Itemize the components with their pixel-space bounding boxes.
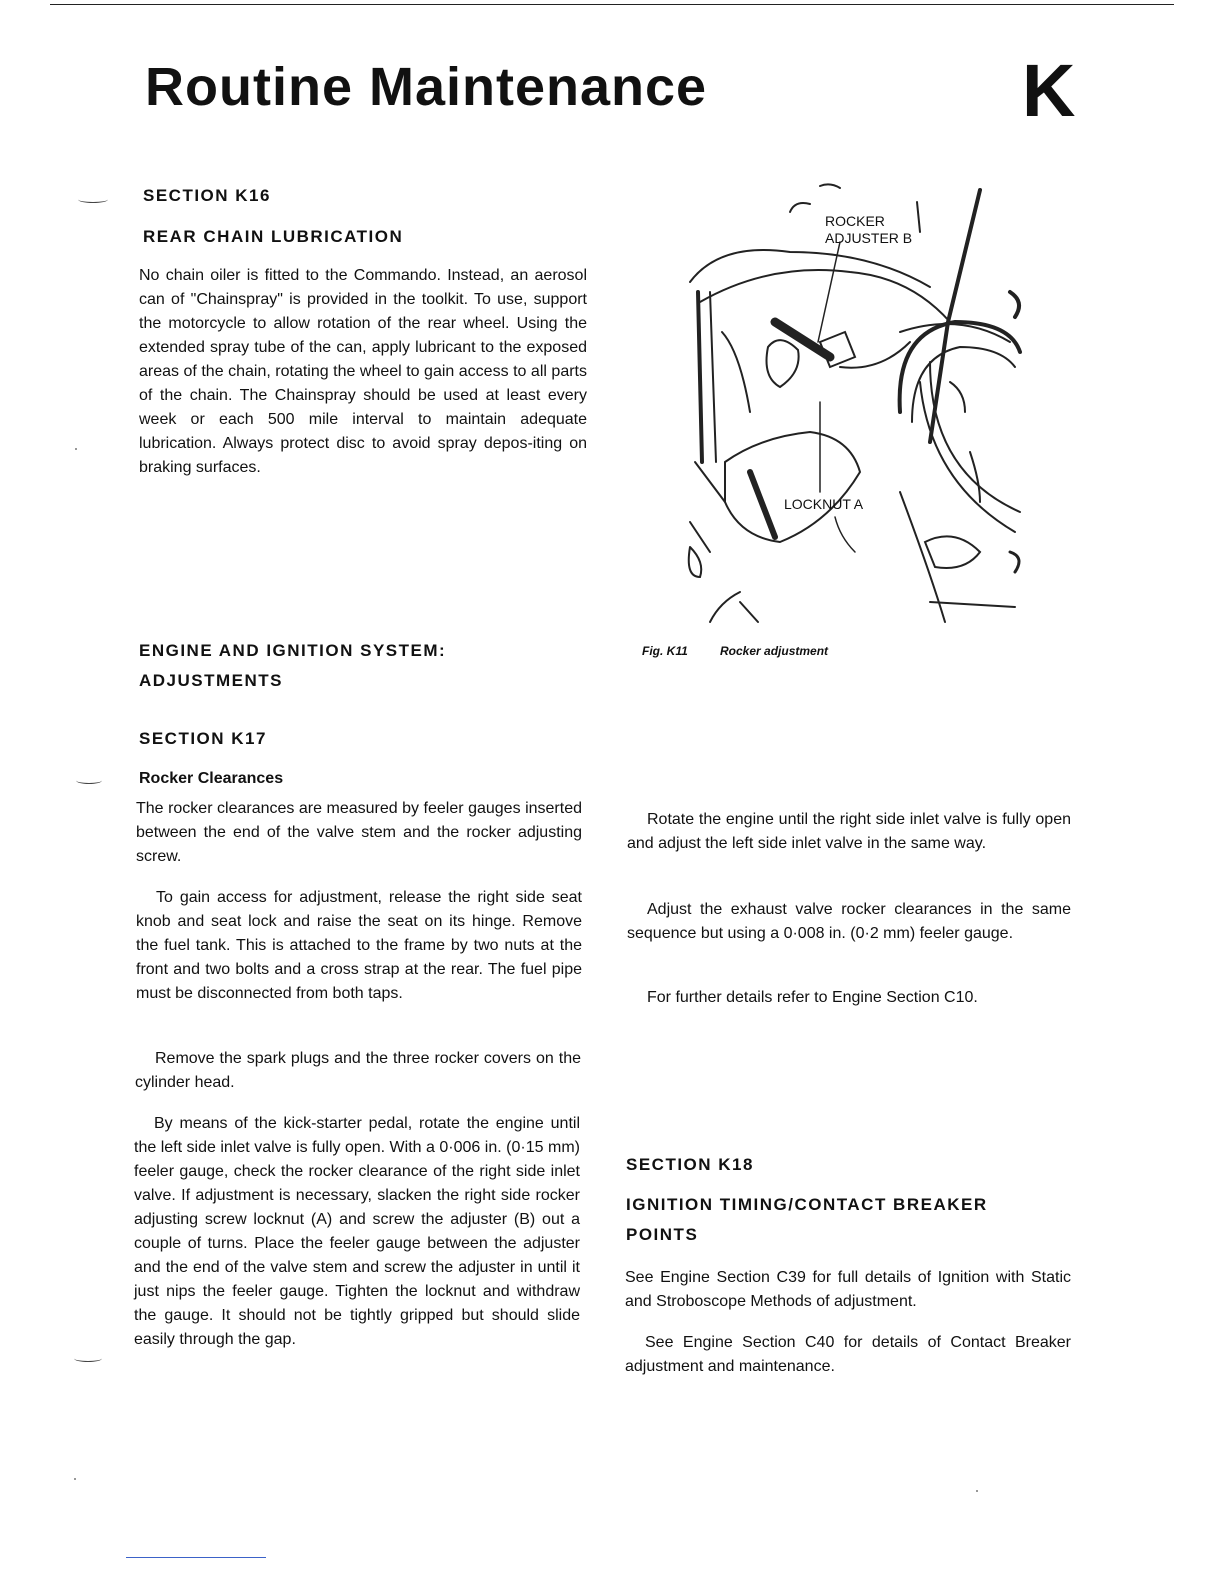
figure-line xyxy=(930,362,1020,512)
figure-line xyxy=(820,184,840,188)
figure-line xyxy=(767,340,799,387)
k18-paragraph-2: See Engine Section C40 for details of Contact Breaker adjustment and maintenance. xyxy=(625,1334,1071,1375)
figure-line xyxy=(710,592,740,622)
margin-mark xyxy=(74,1355,102,1362)
figure-line xyxy=(900,322,1020,412)
figure-line xyxy=(710,292,716,462)
figure-number: Fig. K11 xyxy=(642,644,688,658)
figure-line xyxy=(790,203,810,212)
rocker-clearances-subheading: Rocker Clearances xyxy=(139,770,284,787)
margin-mark xyxy=(76,777,102,784)
ignition-timing-heading: IGNITION TIMING/CONTACT BREAKER POINTS xyxy=(626,1195,988,1244)
figure-line xyxy=(722,332,750,412)
top-rule xyxy=(50,4,1174,5)
figure-line xyxy=(689,547,702,577)
figure-line xyxy=(930,602,1015,607)
figure-line xyxy=(970,452,980,502)
figure-line xyxy=(930,190,980,442)
engine-heading-line1: ENGINE AND IGNITION SYSTEM: xyxy=(139,641,447,660)
figure-line xyxy=(690,522,710,552)
figure-line xyxy=(950,382,965,412)
scan-speck xyxy=(75,448,77,450)
figure-line xyxy=(912,347,1015,422)
k17-paragraph-6: Adjust the exhaust valve rocker clearances in the same sequence but using a 0·008 in. (0·2 mm) feeler gauge. xyxy=(627,901,1071,942)
section-k17-label: SECTION K17 xyxy=(139,729,267,748)
figure-caption xyxy=(642,644,828,658)
rocker-label-line1: ROCKER xyxy=(825,213,885,229)
k17-paragraph-2: To gain access for adjustment, release the right side seat knob and seat lock and raise the seat on its hinge. Remove the fuel tank. This is attached to the frame by two nuts at the front and two bolts and a cross strap at the rear. The fuel pipe must be disconnected from both taps. xyxy=(136,889,582,1002)
page-title: Routine Maintenance xyxy=(145,57,708,117)
section-k16-label: SECTION K16 xyxy=(143,186,271,205)
section-letter: K xyxy=(1022,49,1076,132)
rocker-label-line2: ADJUSTER B xyxy=(825,230,913,246)
scan-speck xyxy=(74,1478,76,1480)
margin-mark xyxy=(78,196,108,203)
figure-line xyxy=(917,202,920,232)
figure-caption-text: Rocker adjustment xyxy=(720,644,829,658)
k17-paragraph-5: Rotate the engine until the right side inlet valve is fully open and adjust the left side inlet valve in the same way. xyxy=(627,811,1071,852)
k17-paragraph-3: Remove the spark plugs and the three rocker covers on the cylinder head. xyxy=(135,1050,581,1091)
engine-heading-line2: ADJUSTMENTS xyxy=(139,671,284,690)
figure-line xyxy=(698,292,702,462)
scan-speck xyxy=(976,1490,978,1492)
bottom-edge-line xyxy=(126,1557,266,1558)
rocker-adjustment-figure xyxy=(680,182,1025,632)
k17-paragraph-4: By means of the kick-starter pedal, rotate the engine until the left side inlet valve is fully open. With a 0·006 in. (0·15 mm) feeler gauge, check the rocker clearance of the right side inlet valve. If adjustment is necessary, slacken the right side rocker adjusting screw locknut (A) and screw the adjuster (B) out a couple of turns. Place the feeler gauge between the adjuster and the end of the valve stem and screw the adjuster in until it just nips the feeler gauge. Tighten the locknut and withdraw the gauge. It should not be tightly gripped but should slide easily through the gap. xyxy=(134,1115,580,1348)
section-k18-label: SECTION K18 xyxy=(626,1155,754,1174)
rear-chain-paragraph: No chain oiler is fitted to the Commando. Instead, an aerosol can of "Chainspray" is provided in the toolkit. To use, support the motorcycle to allow rotation of the rear wheel. Using the extended spray tube of the can, apply lubricant to the exposed areas of the chain, rotating the wheel to gain access to all parts of the chain. The Chainspray should be used at least every week or each 500 mile interval to maintain adequate lubrication. Always protect disc to avoid spray depos-iting on braking surfaces. xyxy=(139,267,587,476)
leader-line-adjuster xyxy=(818,242,840,342)
engine-ignition-heading xyxy=(139,636,446,696)
rear-chain-heading: REAR CHAIN LUBRICATION xyxy=(143,227,404,246)
figure-line xyxy=(725,432,860,542)
figure-line xyxy=(1010,552,1019,572)
k17-paragraph-7: For further details refer to Engine Section C10. xyxy=(647,989,978,1006)
k17-paragraph-1: The rocker clearances are measured by feeler gauges inserted between the end of the valve stem and the rocker adjusting screw. xyxy=(136,800,582,865)
figure-line xyxy=(695,462,725,502)
locknut-label: LOCKNUT A xyxy=(784,496,864,512)
figure-line xyxy=(1010,292,1019,317)
figure-line xyxy=(925,536,980,568)
k18-paragraph-1: See Engine Section C39 for full details of Ignition with Static and Stroboscope Methods of adjustment. xyxy=(625,1269,1071,1310)
figure-line xyxy=(750,472,775,537)
figure-line xyxy=(835,517,855,552)
figure-line xyxy=(740,602,758,622)
